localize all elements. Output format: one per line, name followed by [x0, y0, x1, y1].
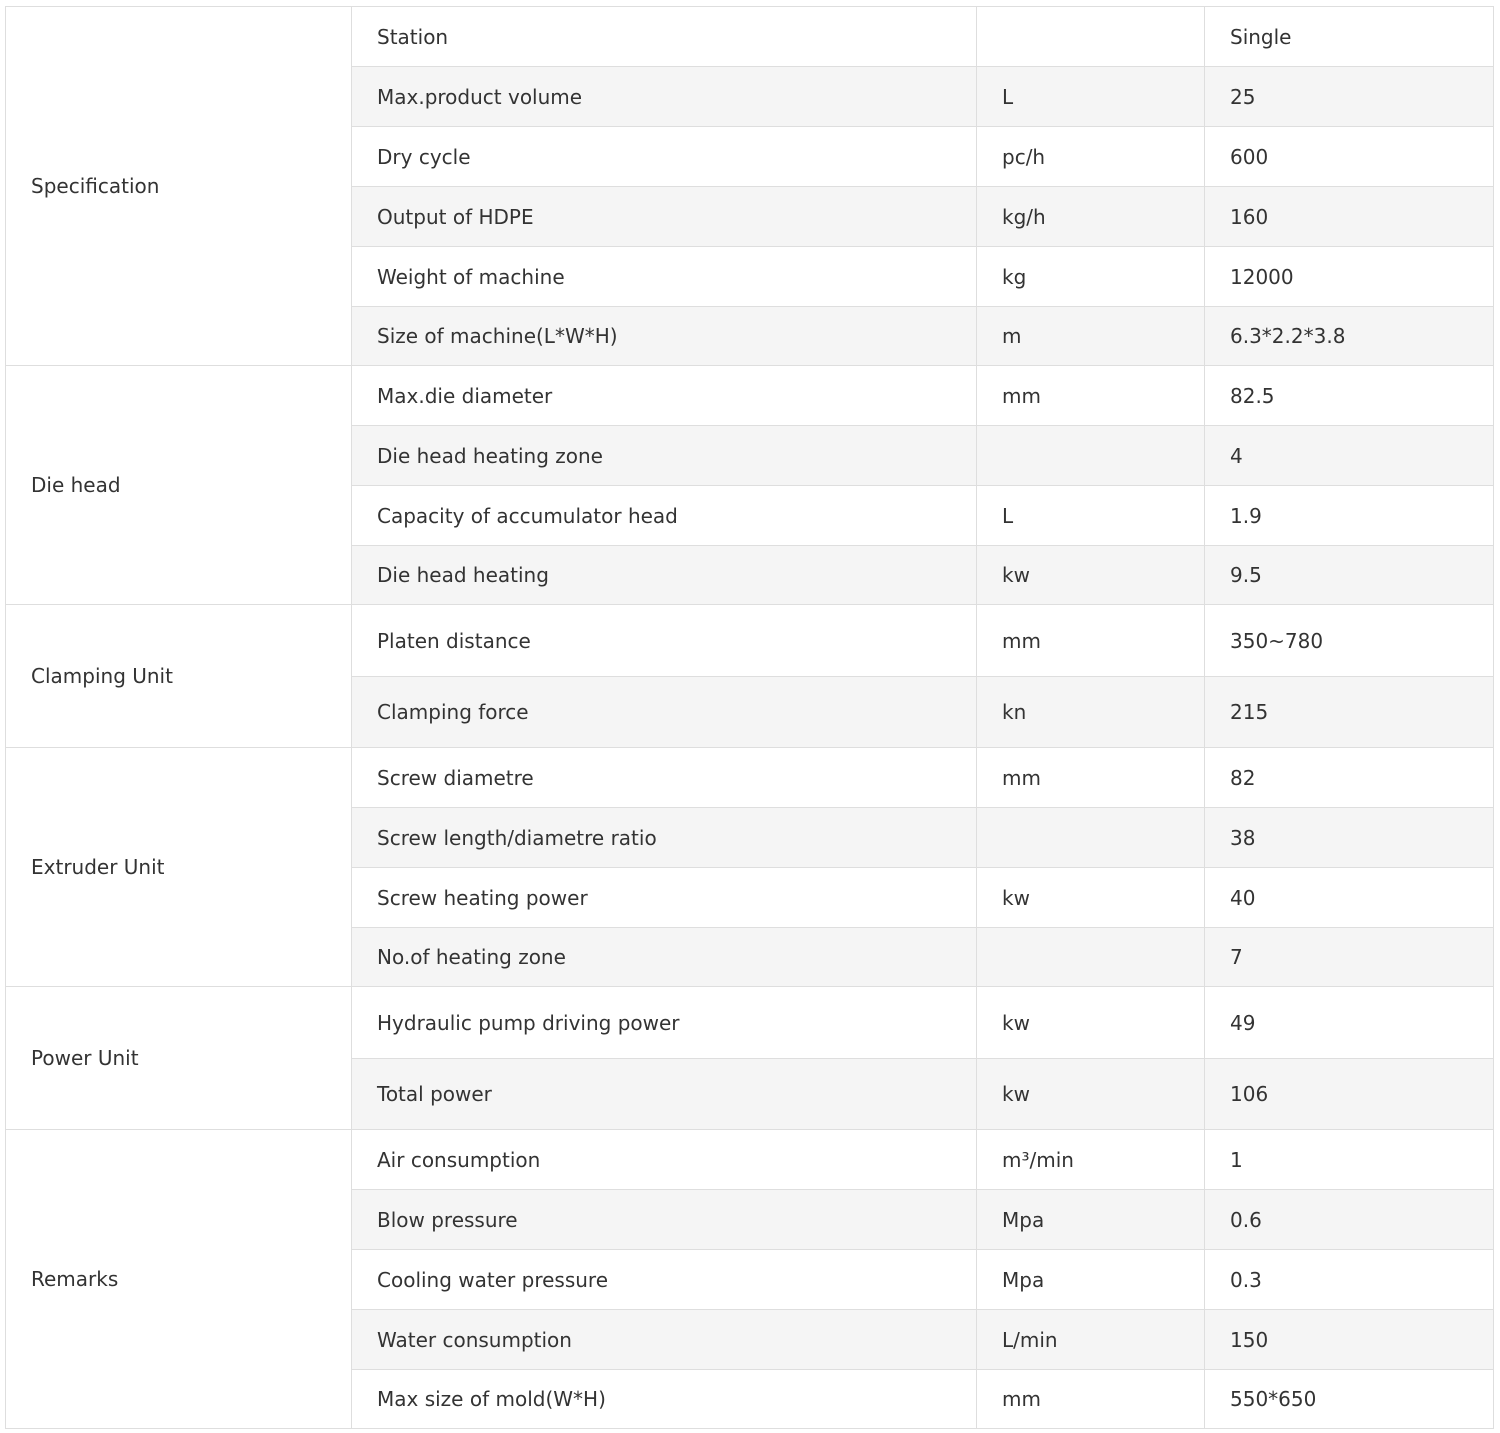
value-cell: 215 — [1205, 677, 1494, 748]
group-label-cell: Remarks — [6, 1130, 352, 1429]
unit-cell: Mpa — [977, 1190, 1205, 1250]
param-cell: Blow pressure — [352, 1190, 977, 1250]
table-row — [6, 987, 1494, 1059]
table-row — [6, 605, 1494, 677]
param-cell: Weight of machine — [352, 247, 977, 307]
spec-table — [5, 6, 1494, 1429]
group-label-cell: Clamping Unit — [6, 605, 352, 748]
value-cell: 150 — [1205, 1310, 1494, 1370]
unit-cell: kw — [977, 1059, 1205, 1130]
value-cell: 40 — [1205, 868, 1494, 928]
param-cell: Screw length/diametre ratio — [352, 808, 977, 868]
unit-cell: mm — [977, 748, 1205, 808]
value-cell: 7 — [1205, 928, 1494, 987]
unit-cell: mm — [977, 366, 1205, 426]
param-cell: Die head heating — [352, 546, 977, 605]
value-cell: 38 — [1205, 808, 1494, 868]
param-cell: Capacity of accumulator head — [352, 486, 977, 546]
param-cell: No.of heating zone — [352, 928, 977, 987]
param-cell: Die head heating zone — [352, 426, 977, 486]
param-cell: Max size of mold(W*H) — [352, 1370, 977, 1429]
value-cell: 106 — [1205, 1059, 1494, 1130]
value-cell: 550*650 — [1205, 1370, 1494, 1429]
value-cell: 25 — [1205, 67, 1494, 127]
value-cell: Single — [1205, 7, 1494, 67]
unit-cell: L — [977, 67, 1205, 127]
group-label-cell: Die head — [6, 366, 352, 605]
value-cell: 4 — [1205, 426, 1494, 486]
value-cell: 350~780 — [1205, 605, 1494, 677]
group-label-cell: Specification — [6, 7, 352, 366]
param-cell: Size of machine(L*W*H) — [352, 307, 977, 366]
param-cell: Max.die diameter — [352, 366, 977, 426]
unit-cell: m³/min — [977, 1130, 1205, 1190]
value-cell: 12000 — [1205, 247, 1494, 307]
value-cell: 82.5 — [1205, 366, 1494, 426]
group-label-cell: Power Unit — [6, 987, 352, 1130]
unit-cell: L — [977, 486, 1205, 546]
value-cell: 160 — [1205, 187, 1494, 247]
param-cell: Cooling water pressure — [352, 1250, 977, 1310]
value-cell: 600 — [1205, 127, 1494, 187]
value-cell: 1.9 — [1205, 486, 1494, 546]
spec-table-body — [6, 7, 1494, 1429]
param-cell: Station — [352, 7, 977, 67]
unit-cell — [977, 426, 1205, 486]
spec-table-container — [5, 6, 1493, 1429]
param-cell: Hydraulic pump driving power — [352, 987, 977, 1059]
param-cell: Screw diametre — [352, 748, 977, 808]
param-cell: Screw heating power — [352, 868, 977, 928]
param-cell: Total power — [352, 1059, 977, 1130]
unit-cell: m — [977, 307, 1205, 366]
table-row — [6, 366, 1494, 426]
unit-cell: kw — [977, 868, 1205, 928]
table-row — [6, 7, 1494, 67]
unit-cell — [977, 808, 1205, 868]
param-cell: Clamping force — [352, 677, 977, 748]
table-row — [6, 1130, 1494, 1190]
unit-cell: kw — [977, 546, 1205, 605]
unit-cell: kw — [977, 987, 1205, 1059]
unit-cell: Mpa — [977, 1250, 1205, 1310]
value-cell: 82 — [1205, 748, 1494, 808]
param-cell: Output of HDPE — [352, 187, 977, 247]
value-cell: 6.3*2.2*3.8 — [1205, 307, 1494, 366]
value-cell: 9.5 — [1205, 546, 1494, 605]
value-cell: 49 — [1205, 987, 1494, 1059]
param-cell: Air consumption — [352, 1130, 977, 1190]
param-cell: Max.product volume — [352, 67, 977, 127]
value-cell: 0.6 — [1205, 1190, 1494, 1250]
unit-cell: kn — [977, 677, 1205, 748]
value-cell: 0.3 — [1205, 1250, 1494, 1310]
param-cell: Water consumption — [352, 1310, 977, 1370]
unit-cell — [977, 928, 1205, 987]
value-cell: 1 — [1205, 1130, 1494, 1190]
unit-cell: mm — [977, 605, 1205, 677]
group-label-cell: Extruder Unit — [6, 748, 352, 987]
unit-cell: kg/h — [977, 187, 1205, 247]
param-cell: Platen distance — [352, 605, 977, 677]
param-cell: Dry cycle — [352, 127, 977, 187]
table-row — [6, 748, 1494, 808]
unit-cell: mm — [977, 1370, 1205, 1429]
unit-cell: L/min — [977, 1310, 1205, 1370]
unit-cell — [977, 7, 1205, 67]
unit-cell: pc/h — [977, 127, 1205, 187]
unit-cell: kg — [977, 247, 1205, 307]
